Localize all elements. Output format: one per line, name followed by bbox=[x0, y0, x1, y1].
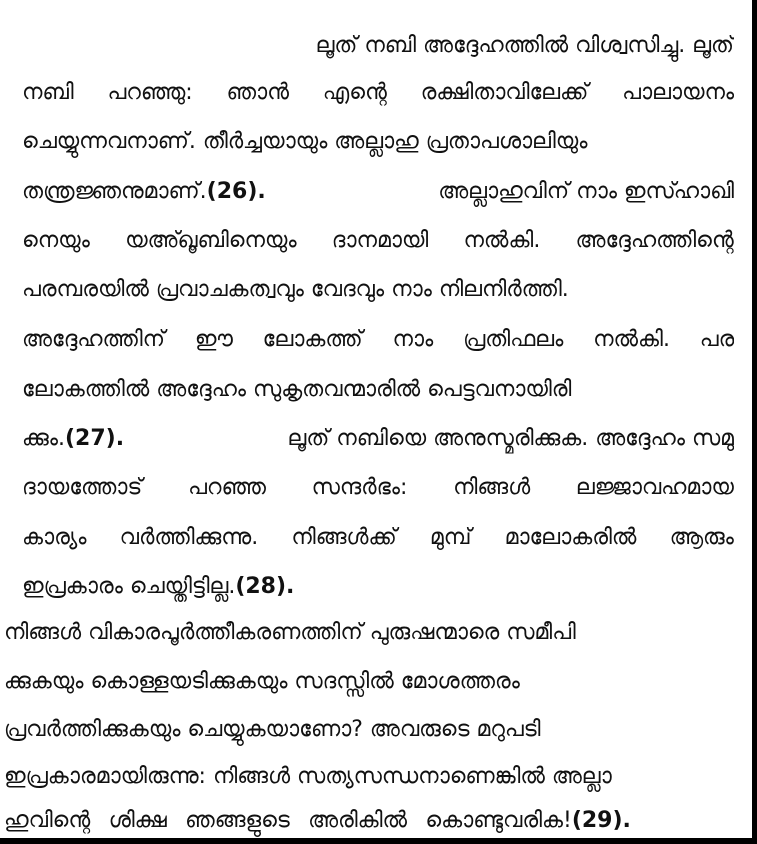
line-text: നബി പറഞ്ഞു: ഞാൻ എന്റെ രക്ഷിതാവിലേക്ക് പാലായനം bbox=[22, 80, 734, 105]
line-text-part bbox=[22, 567, 294, 607]
line-text: ക്കുകയും കൊള്ളയടിക്കുകയും സദസ്സിൽ മോശത്തരം bbox=[4, 669, 520, 694]
line-text: ലൂത് നബി അദ്ദേഹത്തിൽ വിശ്വസിച്ചു. ലൂത് bbox=[315, 33, 734, 58]
line-text: ഇപ്രകാരമായിരുന്നു: നിങ്ങൾ സത്യസന്ധനാണെങ്കിൽ അല്ലാ bbox=[4, 764, 612, 789]
text-line-1 bbox=[22, 26, 734, 66]
line-text: കാര്യം വർത്തിക്കുന്നു. നിങ്ങൾക്ക് മുമ്പ് മാലോകരിൽ ആരും bbox=[22, 525, 734, 550]
bottom-edge-bar bbox=[0, 838, 757, 844]
line-text-part bbox=[4, 801, 631, 841]
text-line-3 bbox=[22, 122, 734, 162]
text-line-13 bbox=[4, 613, 744, 653]
line-text: നെയും യഅ്ഖൂബിനെയും ദാനമായി നൽകി. അദ്ദേഹത്തിന്റെ bbox=[22, 228, 734, 253]
text-line-12 bbox=[22, 567, 734, 607]
line-text-part bbox=[22, 172, 266, 212]
verse-number: (27). bbox=[65, 426, 125, 451]
line-text: ലൂത് നബിയെ അനുസ്മരിക്കുക. അദ്ദേഹം സമു bbox=[287, 426, 734, 451]
text-line-4 bbox=[22, 172, 734, 212]
text-line-2 bbox=[22, 73, 734, 113]
text-line-16 bbox=[4, 757, 744, 797]
text-line-9 bbox=[22, 419, 734, 459]
verse-number: (29). bbox=[571, 808, 631, 833]
line-text: അദ്ദേഹത്തിന് ഈ ലോകത്ത് നാം പ്രതിഫലം നൽകി. പര bbox=[22, 327, 734, 352]
line-text: ദായത്തോട് പറഞ്ഞ സന്ദർഭം: നിങ്ങൾ ലജ്ജാവഹമായ bbox=[22, 475, 734, 500]
line-text: പരമ്പരയിൽ പ്രവാചകത്വവും വേദവും നാം നിലനിർത്തി. bbox=[22, 277, 569, 302]
line-text: തന്ത്രജ്ഞനുമാണ്. bbox=[22, 179, 207, 204]
text-line-5 bbox=[22, 221, 734, 261]
text-line-11 bbox=[22, 518, 734, 558]
right-edge-bar bbox=[752, 0, 757, 844]
verse-number: (26). bbox=[206, 179, 266, 204]
line-text: ഹുവിന്റെ ശിക്ഷ ഞങ്ങളുടെ അരികിൽ കൊണ്ടുവരിക! bbox=[4, 808, 572, 833]
text-line-14 bbox=[4, 662, 744, 702]
text-line-17 bbox=[4, 801, 744, 841]
verse-number: (28). bbox=[235, 574, 295, 599]
line-text: അല്ലാഹുവിന് നാം ഇസ്ഹാഖി bbox=[438, 179, 734, 204]
text-line-10 bbox=[22, 468, 734, 508]
line-text-part bbox=[22, 419, 124, 459]
text-line-7 bbox=[22, 320, 734, 360]
text-line-6 bbox=[22, 270, 734, 310]
line-text: പ്രവർത്തിക്കുകയും ചെയ്യുകയാണോ? അവരുടെ മറുപടി bbox=[4, 717, 541, 742]
line-text: നിങ്ങൾ വികാരപൂർത്തീകരണത്തിന് പുരുഷന്മാരെ സമീപി bbox=[4, 620, 576, 645]
line-text: ക്കും. bbox=[22, 426, 65, 451]
text-line-8 bbox=[22, 370, 734, 410]
line-text: ലോകത്തിൽ അദ്ദേഹം സുകൃതവന്മാരിൽ പെട്ടവനായിരി bbox=[22, 377, 572, 402]
line-text: ചെയ്യുന്നവനാണ്. തീർച്ചയായും അല്ലാഹു പ്രതാപശാലിയും bbox=[22, 129, 588, 154]
text-line-15 bbox=[4, 710, 744, 750]
line-text: ഇപ്രകാരം ചെയ്തിട്ടില്ല. bbox=[22, 574, 236, 599]
